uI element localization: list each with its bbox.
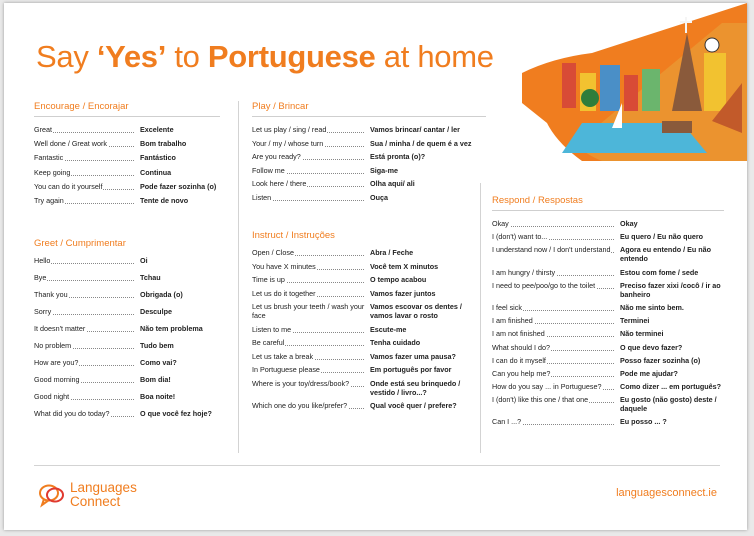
phrase-row [492,356,724,365]
phrase-row [34,392,220,401]
english-phrase [34,196,138,205]
english-phrase [492,329,618,338]
english-phrase [34,168,138,177]
portuguese-phrase: Em português por favor [370,365,452,374]
play-list [252,125,486,202]
portuguese-phrase: Vamos fazer uma pausa? [370,351,456,361]
portuguese-phrase: Estou com fome / sede [620,267,699,277]
english-phrase [252,166,368,175]
phrase-row [34,375,220,384]
phrase-row [252,352,486,361]
english-phrase [252,248,368,257]
portuguese-phrase: Terminei [620,316,650,326]
speech-bubbles-icon [38,482,66,508]
phrase-row [34,139,220,148]
phrase-row [34,153,220,162]
phrase-row [34,273,220,282]
english-phrase [252,179,368,188]
english-phrase [252,352,368,361]
english-text: What did you do today? [34,409,110,419]
portuguese-phrase: Bom trabalho [140,139,187,149]
phrase-row [492,268,724,277]
phrase-row [252,248,486,257]
english-text: I need to pee/poo/go to the toilet [492,280,596,290]
portuguese-phrase: Pode me ajudar? [620,368,678,378]
phrase-row [252,166,486,175]
english-phrase [492,303,618,312]
phrase-row [492,232,724,241]
english-text: Time is up [252,275,285,284]
instruct-list [252,248,486,410]
phrase-row [252,193,486,202]
greet-list [34,256,220,418]
english-phrase [252,289,368,298]
english-phrase [492,356,618,365]
portuguese-phrase: Você tem X minutos [370,261,439,271]
english-text: I am not finished [492,329,545,339]
portuguese-phrase: Preciso fazer xixi /cocô / ir ao banheiro [620,280,721,299]
column-divider [238,101,239,453]
english-text: Are you ready? [252,152,301,161]
phrase-row [34,290,220,299]
portuguese-phrase: Fantástico [140,153,176,163]
english-text: Good night [34,392,70,402]
column-1 [34,101,220,426]
portuguese-phrase: Vamos brincar/ cantar / ler [370,125,460,134]
english-phrase [252,338,368,347]
phrase-row [34,196,220,205]
phrase-row [252,302,486,320]
english-text: I can do it myself [492,355,546,365]
phrase-row [252,289,486,298]
phrase-row [492,417,724,426]
portuguese-phrase: Onde está seu brinquedo / vestido / livro...? [370,378,461,397]
english-phrase [34,375,138,384]
english-text: Be careful [252,338,285,347]
portuguese-phrase: O que devo fazer? [620,342,683,352]
section-heading-encourage: Encourage / Encorajar [34,101,220,117]
english-phrase [492,316,618,325]
languages-connect-logo [38,481,137,509]
website-link[interactable]: languagesconnect.ie [616,487,717,499]
portuguese-phrase: Olha aqui/ ali [370,179,415,188]
portuguese-phrase: Eu quero / Eu não quero [620,232,704,242]
portuguese-phrase: Eu gosto (não gosto) deste / daquele [620,395,717,414]
title-portuguese: Portuguese [207,39,376,74]
english-phrase [492,232,618,241]
english-text: Hello [34,256,51,266]
portuguese-phrase: Tente de novo [140,195,189,205]
portuguese-phrase: Okay [620,219,638,228]
portuguese-phrase: Oi [140,256,148,266]
phrase-row [492,219,724,228]
english-phrase [34,324,138,333]
title-part: at home [375,39,494,74]
phrase-row [492,382,724,391]
brazil-illustration [522,3,747,161]
english-text: I (don't) like this one / that one [492,395,589,405]
portuguese-phrase: Não terminei [620,329,664,339]
english-phrase [34,125,138,134]
english-phrase [252,193,368,202]
portuguese-phrase: Está pronta (o)? [370,152,426,161]
phrase-row [252,262,486,271]
english-text: Good morning [34,375,80,385]
phrase-row [34,324,220,333]
phrase-row [492,316,724,325]
english-phrase [34,409,138,418]
phrase-row [492,303,724,312]
english-text: How are you? [34,358,79,368]
english-text: Listen [252,192,272,202]
portuguese-phrase: Sua / minha / de quem é a vez [370,138,472,148]
portuguese-phrase: Agora eu entendo / Eu não entendo [620,245,712,264]
phrase-row [252,152,486,161]
english-text: Great [34,125,52,134]
portuguese-phrase: O tempo acabou [370,275,427,284]
english-phrase [34,307,138,316]
portuguese-phrase: Não me sinto bem. [620,302,684,312]
phrase-row [34,182,220,191]
english-text: In Portuguese please [252,365,320,374]
phrase-row [34,256,220,265]
english-phrase [492,395,618,404]
english-phrase [252,262,368,271]
phrase-row [492,281,724,299]
english-phrase [492,268,618,277]
english-phrase [252,275,368,284]
encourage-list [34,125,220,205]
column-3 [492,195,724,431]
portuguese-phrase: Obrigada (o) [140,290,183,300]
english-phrase [252,152,368,161]
phrase-row [492,369,724,378]
english-text: How do you say ... in Portuguese? [492,382,602,392]
phrase-row [252,401,486,410]
title-part: Say [36,39,97,74]
english-text: No problem [34,341,72,351]
phrase-row [34,409,220,418]
english-text: Which one do you like/prefer? [252,401,348,410]
phrase-row [252,179,486,188]
phrase-row [492,395,724,413]
english-text: Sorry [34,307,52,317]
portuguese-phrase: Pode fazer sozinha (o) [140,181,217,191]
portuguese-phrase: Desculpe [140,307,172,317]
english-text: I understand now / I don't understand [492,245,611,255]
english-phrase [492,382,618,391]
english-text: You have X minutes [252,261,316,271]
portuguese-phrase: Vamos escovar os dentes / vamos lavar o rosto [370,302,462,320]
english-text: Keep going [34,167,71,177]
english-text: Listen to me [252,324,292,334]
english-text: I (don't) want to... [492,232,548,242]
english-phrase [34,153,138,162]
english-text: Fantastic [34,153,64,163]
english-text: Look here / there [252,179,307,188]
logo-text [70,481,137,509]
english-phrase [34,273,138,282]
english-phrase [34,139,138,148]
phrase-row [492,245,724,263]
english-text: Open / Close [252,248,294,257]
phrase-row [252,379,486,397]
english-phrase [34,358,138,367]
title-part: to [166,39,208,74]
phrase-row [492,343,724,352]
phrase-row [252,125,486,134]
portuguese-phrase: Como dizer ... em português? [620,382,722,392]
portuguese-phrase: Boa noite! [140,392,176,402]
phrase-row [34,125,220,134]
portuguese-phrase: Ouça [370,192,388,202]
portuguese-phrase: O que você fez hoje? [140,409,212,419]
english-phrase [252,125,368,134]
title-yes: ‘Yes’ [96,39,167,74]
portuguese-phrase: Eu posso ... ? [620,417,667,427]
portuguese-phrase: Qual você quer / prefere? [370,401,457,410]
english-phrase [252,302,368,320]
english-text: I am finished [492,316,533,326]
english-phrase [34,392,138,401]
english-text: You can do it yourself [34,181,103,191]
portuguese-phrase: Excelente [140,125,174,134]
english-text: Thank you [34,290,68,300]
english-phrase [252,401,368,410]
english-phrase [492,417,618,426]
logo-line-2: Connect [70,494,121,509]
phrase-row [252,275,486,284]
english-text: I feel sick [492,302,522,312]
english-text: Let us take a break [252,351,314,361]
portuguese-phrase: Tenha cuidado [370,338,421,347]
portuguese-phrase: Escute-me [370,324,407,334]
english-text: Can you help me? [492,368,551,378]
phrase-row [252,338,486,347]
english-text: It doesn't matter [34,324,86,334]
english-text: Let us play / sing / read [252,125,327,134]
english-phrase [492,219,618,228]
logo-line-1: Languages [70,480,137,495]
phrase-row [252,325,486,334]
portuguese-phrase: Siga-me [370,165,398,175]
portuguese-phrase: Vamos fazer juntos [370,288,436,298]
portuguese-phrase: Tudo bem [140,341,174,351]
english-text: Okay [492,219,509,228]
english-phrase [492,245,618,254]
portuguese-phrase: Continua [140,167,172,177]
english-phrase [252,325,368,334]
english-text: Bye [34,273,47,283]
english-text: I am hungry / thirsty [492,267,556,277]
section-heading-instruct: Instruct / Instruções [252,230,335,241]
english-text: Well done / Great work [34,139,107,149]
english-phrase [34,182,138,191]
portuguese-phrase: Não tem problema [140,324,203,334]
portuguese-phrase: Posso fazer sozinha (o) [620,355,701,365]
phrase-row [34,307,220,316]
english-phrase [492,281,618,290]
phrase-row [252,365,486,374]
phrase-row [34,341,220,350]
english-phrase [34,256,138,265]
english-phrase [252,365,368,374]
english-text: Follow me [252,165,285,175]
section-heading-greet: Greet / Cumprimentar [34,238,126,250]
english-text: Let us do it together [252,288,316,298]
english-text: Try again [34,195,64,205]
phrase-row [252,139,486,148]
portuguese-phrase: Abra / Feche [370,248,414,257]
respond-list [492,219,724,426]
phrase-row [492,329,724,338]
portuguese-phrase: Como vai? [140,358,177,368]
english-phrase [492,369,618,378]
portuguese-phrase: Bom dia! [140,375,171,385]
english-phrase [252,379,368,388]
english-text: Your / my / whose turn [252,138,324,148]
english-text: Where is your toy/dress/book? [252,378,350,388]
column-divider [480,183,481,453]
english-phrase [34,290,138,299]
phrase-sheet [4,3,747,530]
section-heading-respond: Respond / Respostas [492,195,724,211]
phrase-row [34,358,220,367]
section-heading-play: Play / Brincar [252,101,486,117]
english-text: Can I ...? [492,417,522,427]
english-phrase [492,343,618,352]
english-text: Let us brush your teeth / wash your face [252,302,368,320]
page-title [36,39,494,75]
footer-divider [34,465,720,466]
english-text: What should I do? [492,342,550,352]
column-2 [252,101,486,415]
portuguese-phrase: Tchau [140,273,161,283]
phrase-row [34,168,220,177]
english-phrase [34,341,138,350]
english-phrase [252,139,368,148]
